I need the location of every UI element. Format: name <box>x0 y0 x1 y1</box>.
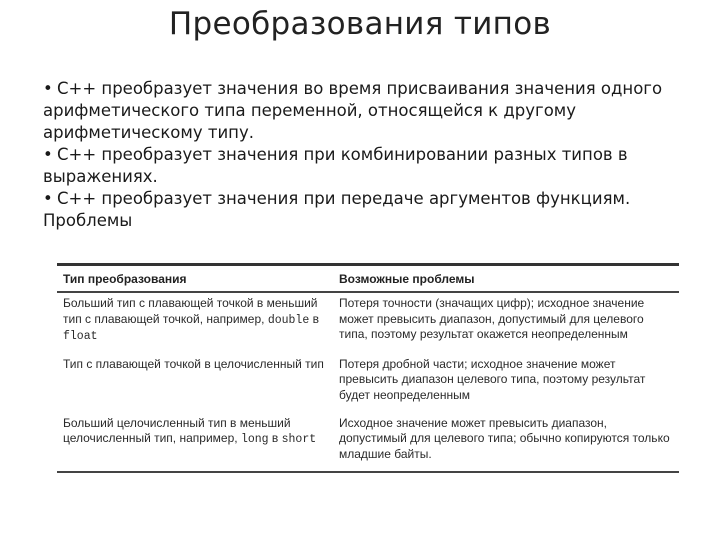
code-target-type: float <box>63 330 98 344</box>
conversion-joiner: в <box>271 431 279 446</box>
code-source-type: double <box>267 313 310 327</box>
problems-cell: Потеря дробной части; исходное значение может превысить диапазон целевого типа, поэтому результат будет неопределенным <box>339 356 646 402</box>
bullet-icon: • <box>43 79 53 98</box>
bullet-icon: • <box>43 189 53 208</box>
conversion-table-grid <box>57 263 679 473</box>
table-row <box>57 413 679 473</box>
code-source-type: long <box>240 433 269 447</box>
bullet-icon: • <box>43 145 53 164</box>
table-row <box>57 354 679 413</box>
column-header-conversion-type: Тип преобразования <box>63 272 187 286</box>
conversion-table <box>57 263 679 473</box>
table-header-row <box>57 265 679 293</box>
bullet-item <box>43 188 703 210</box>
problems-label: Проблемы <box>43 211 133 230</box>
code-target-type: short <box>281 433 317 447</box>
conversion-type-text: Больший тип с плавающей точкой в меньший тип с плавающей точкой, например, <box>63 296 318 326</box>
conversion-type-cell: Тип с плавающей точкой в целочисленный тип <box>63 356 324 371</box>
slide-title: Преобразования типов <box>168 6 552 42</box>
column-header-possible-problems: Возможные проблемы <box>339 272 475 286</box>
conversion-joiner: в <box>312 311 319 326</box>
conversion-type-text: Больший целочисленный тип в меньший целочисленный тип, например, <box>63 415 291 446</box>
table-row <box>57 292 679 354</box>
slide-body <box>43 78 703 232</box>
bullet-text: C++ преобразует значения во время присваивания значения одного арифметического типа переменной, относящейся к другому арифметическому типу. <box>43 79 663 142</box>
bullet-item <box>43 144 703 188</box>
bullet-item <box>43 78 703 144</box>
bullet-text: C++ преобразует значения при комбинировании разных типов в выражениях. <box>43 145 628 186</box>
problems-cell: Исходное значение может превысить диапазон, допустимый для целевого типа; обычно копируются только младшие байты. <box>339 415 670 461</box>
conversion-type-cell <box>57 292 333 354</box>
problems-cell: Потеря точности (значащих цифр); исходное значение может превысить диапазон, допустимый для целевого типа, поэтому результат окажется неопределенным <box>339 296 645 342</box>
bullet-text: C++ преобразует значения при передаче аргументов функциям. <box>57 189 631 208</box>
conversion-type-cell <box>57 413 333 473</box>
